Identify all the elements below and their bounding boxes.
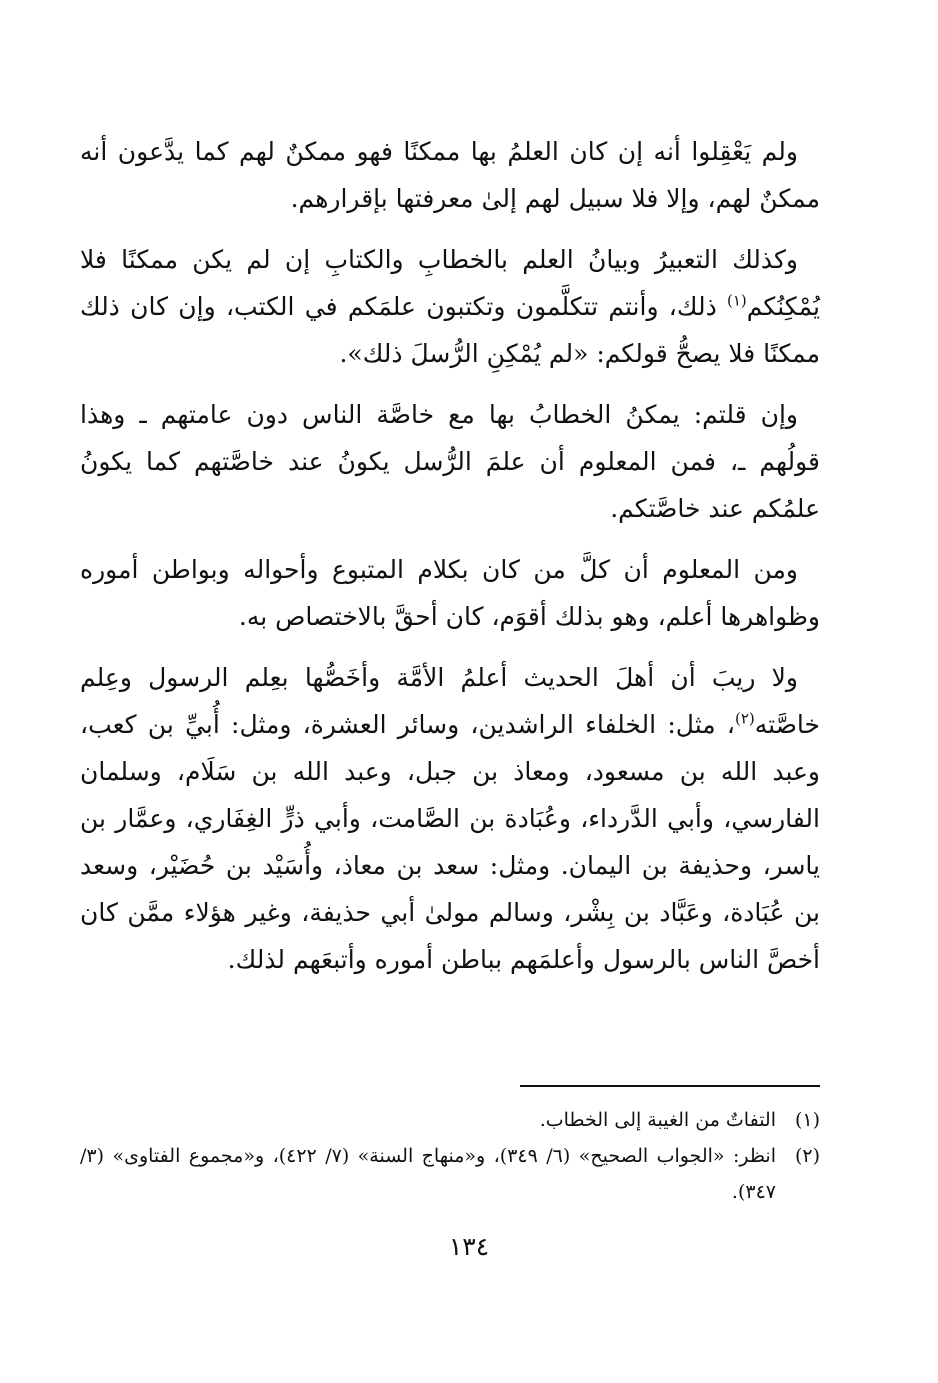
paragraph-2 <box>80 236 820 377</box>
footnote-2 <box>80 1138 820 1210</box>
paragraph-5-text-a: ولا ريبَ أن أهلَ الحديث أعلمُ الأمَّة وأخَصُّها بعِلم الرسول وعِلم خاصَّته <box>80 663 820 739</box>
paragraph-4: ومن المعلوم أن كلَّ من كان بكلام المتبوع وأحواله وبواطن أموره وظواهرها أعلم، وهو بذلك أقوَم، كان أحقَّ بالاختصاص به. <box>80 555 820 631</box>
footnote-ref-2[interactable]: (٢) <box>734 709 755 728</box>
footnote-1 <box>80 1102 820 1138</box>
footnotes <box>80 1102 820 1210</box>
page-number: ١٣٤ <box>448 1232 490 1261</box>
footnote-2-number: (٢) <box>794 1145 820 1167</box>
footnote-ref-1[interactable]: (١) <box>727 291 747 310</box>
paragraph-2-text-a: وكذلك التعبيرُ وبيانُ العلم بالخطابِ والكتابِ إن لم يكن ممكنًا فلا يُمْكِنُكم <box>80 245 820 321</box>
paragraph-1: ولم يَعْقِلوا أنه إن كان العلمُ بها ممكنًا فهو ممكنٌ لهم كما يدَّعون أنه ممكنٌ لهم، وإلا فلا سبيل لهم إلىٰ معرفتها بإقرارهم. <box>80 137 820 213</box>
footnote-1-text: التفاتٌ من الغيبة إلى الخطاب. <box>539 1109 776 1131</box>
paragraph-2-text-b: ذلك، وأنتم تتكلَّمون وتكتبون علمَكم في الكتب، وإن كان ذلك ممكنًا فلا يصحُّ قولكم: «لم يُمْكِنِ الرُّسلَ ذلك». <box>80 292 820 368</box>
paragraph-5-text-b: ، مثل: الخلفاء الراشدين، وسائر العشرة، ومثل: أُبيِّ بن كعب، وعبد الله بن مسعود، ومعاذ بن جبل، وعبد الله بن سَلَام، وسلمان الفارسي، وأبي الدَّرداء، وعُبَادة بن الصَّامت، وأبي ذرٍّ الغِفَاري، وعمَّار بن ياسر، وحذيفة بن اليمان. ومثل: سعد بن معاذ، وأُسَيْد بن حُضَيْر، وسعد بن عُبَادة، وعَبَّاد بن بِشْر، وسالم مولىٰ أبي حذيفة، وغير هؤلاء ممَّن كان أخصَّ الناس بالرسول وأعلمَهم بباطن أموره وأتبعَهم لذلك. <box>80 710 820 974</box>
paragraph-3: وإن قلتم: يمكنُ الخطابُ بها مع خاصَّة الناس دون عامتهم ـ وهذا قولُهم ـ، فمن المعلوم أن علمَ الرُّسل يكونُ عند خاصَّتهم كما يكونُ علمُكم عند خاصَّتكم. <box>80 400 820 523</box>
paragraph-5 <box>80 654 820 983</box>
footnote-separator <box>520 1085 820 1087</box>
footnote-1-number: (١) <box>794 1109 820 1131</box>
footnote-2-text: انظر: «الجواب الصحيح» (٦/ ٣٤٩)، و«منهاج السنة» (٧/ ٤٢٢)، و«مجموع الفتاوى» (٣/ ٣٤٧). <box>80 1145 776 1203</box>
